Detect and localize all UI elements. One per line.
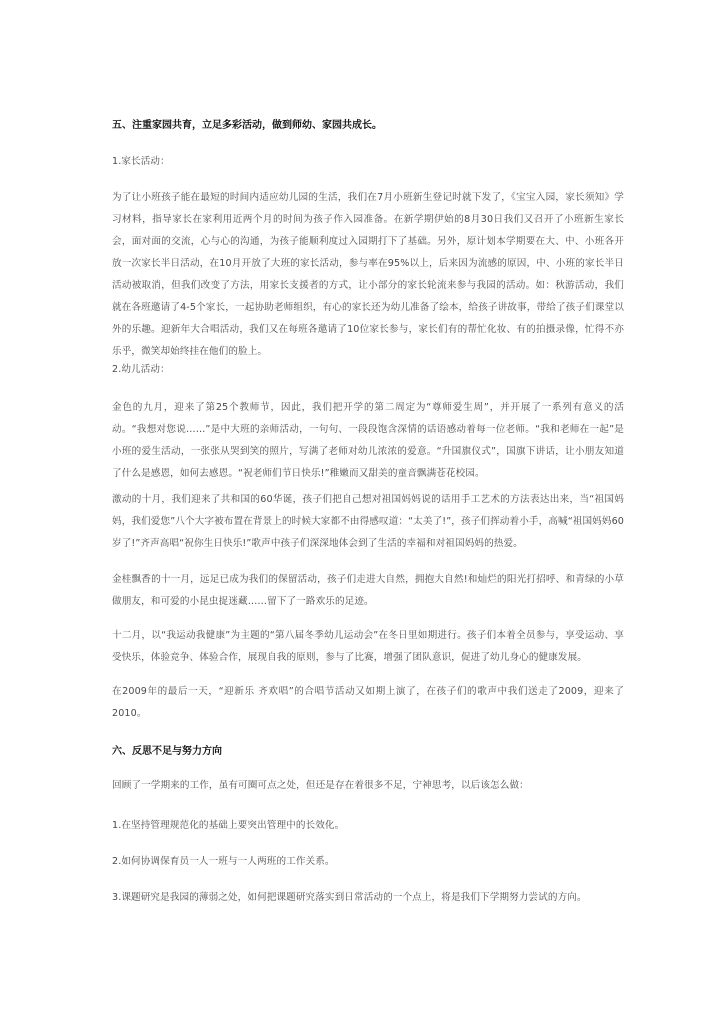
paragraph-parent-activities: 为了让小班孩子能在最短的时间内适应幼儿园的生活，我们在7月小班新生登记时就下发了，《宝宝入园，家长须知》学习材料，指导家长在家利用近两个月的时间为孩子作入园准备。在新学期伊始的8月30日我们又召开了小班新生家长会，面对面的交流，心与心的沟通，为孩子能顺利度过入园期打下了基础。另外，原计划本学期要在大、中、小班各开放一次家长半日活动，在10月开放了大班的家长活动，参与率在95%以上，后来因为流感的原因，中、小班的家长半日活动被取消，但我们改变了方法，用家长支援者的方式，让小部分的家长轮流来参与我园的活动。如：秋游活动，我们就在各班邀请了4-5个家长，一起协助老师组织，有心的家长还为幼儿准备了绘本，给孩子讲故事，带给了孩子们课堂以外的乐趣。迎新年大合唱活动，我们又在每班各邀请了10位家长参与，家长们有的帮忙化妆、有的拍摄录像，忙得不亦乐乎，微笑却始终挂在他们的脸上。 (112, 192, 624, 357)
paragraph-december: 十二月，以“我运动我健康”为主题的“第八届冬季幼儿运动会”在冬日里如期进行。孩子们本着全员参与，享受运动、享受快乐，体验竞争、体验合作，展现自我的原则，参与了比赛，增强了团队意识，促进了幼儿身心的健康发展。 (112, 630, 624, 663)
paragraph-september: 金色的九月，迎来了第25个教师节，因此，我们把开学的第二周定为“尊师爱生周”，并开展了一系列有意义的活动。“我想对您说……”是中大班的亲师活动，一句句、一段段饱含深情的话语感动着每一位老师。“我和老师在一起”是小班的爱生活动，一张张从哭到笑的照片，写满了老师对幼儿浓浓的爱意。“升国旗仪式”，国旗下讲话，让小朋友知道了什么是感恩，如何去感恩。“祝老师们节日快乐!”稚嫩而又甜美的童音飘满苍花校园。 (112, 402, 624, 479)
list-item-2: 2.如何协调保育员一人一班与一人两班的工作关系。 (112, 856, 335, 867)
subheading-parent-activities: 1.家长活动： (112, 156, 170, 167)
paragraph-2009: 在2009年的最后一天，“迎新乐 齐欢唱”的合唱节活动又如期上演了，在孩子们的歌声中我们送走了2009，迎来了2010。 (112, 686, 624, 719)
paragraph-review: 回顾了一学期来的工作，虽有可圈可点之处，但还是存在着很多不足，宁神思考，以后该怎么做： (112, 780, 529, 791)
paragraph-october: 激动的十月，我们迎来了共和国的60华诞，孩子们把自己想对祖国妈妈说的话用手工艺术的方法表达出来，当“祖国妈妈，我们爱您”八个大字被布置在背景上的时候大家都不由得感叹道：“太美了!”，孩子们挥动着小手，高喊“祖国妈妈60岁了!”齐声高唱“祝你生日快乐!”歌声中孩子们深深地体会到了生活的幸福和对祖国妈妈的热爱。 (112, 494, 624, 549)
subheading-child-activities: 2.幼儿活动： (112, 364, 170, 375)
list-item-3: 3.课题研究是我园的薄弱之处，如何把课题研究落实到日常活动的一个点上，将是我们下学期努力尝试的方向。 (112, 892, 587, 903)
paragraph-november: 金桂飘香的十一月，远足已成为我们的保留活动，孩子们走进大自然，拥抱大自然!和灿烂的阳光打招呼、和青绿的小草做朋友，和可爱的小昆虫捉迷藏……留下了一路欢乐的足迹。 (112, 574, 624, 607)
section-heading-5: 五、注重家园共育，立足多彩活动，做到师幼、家园共成长。 (112, 120, 382, 131)
section-heading-6: 六、反思不足与努力方向 (112, 746, 222, 757)
list-item-1: 1.在坚持管理规范化的基础上要突出管理中的长效化。 (112, 820, 345, 831)
